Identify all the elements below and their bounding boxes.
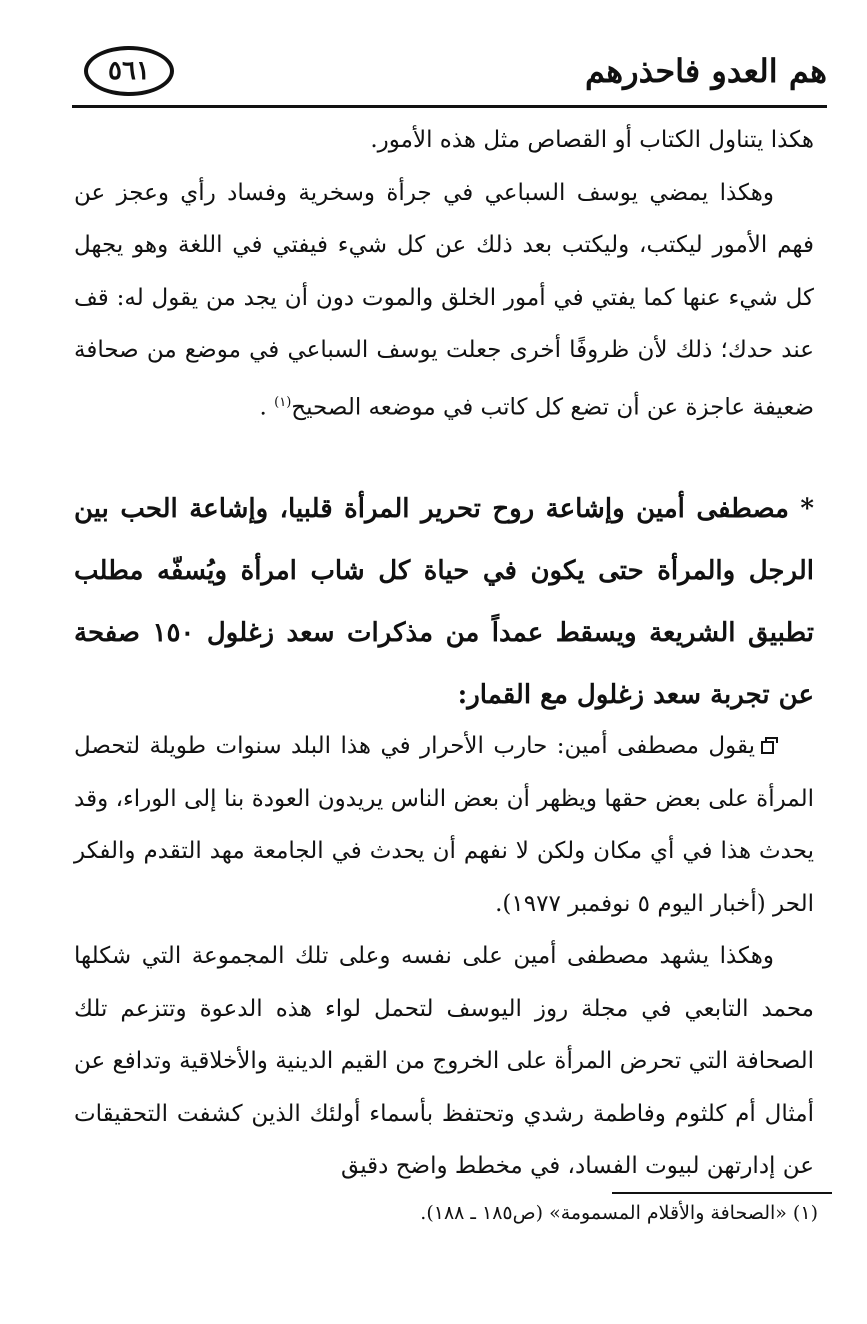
- page-number-oval: [84, 46, 174, 96]
- page-number: ٥٦١: [108, 56, 150, 86]
- paragraph-2-text: وهكذا يمضي يوسف السباعي في جرأة وسخرية وفساد رأي وعجز عن فهم الأمور ليكتب، وليكتب بعد ذلك عن كل شيء فيفتي في اللغة وهو يجهل كل شيء عنها كما يفتي في أمور الخلق والموت دون أن يجد من يقول له: قف عند حدك؛ ذلك لأن ظروفًا أخرى جعلت يوسف السباعي في موضع من صحافة ضعيفة عاجزة عن أن تضع كل كاتب في موضعه الصحيح: [74, 179, 814, 421]
- footnote-reference: (١): [274, 394, 292, 410]
- paragraph-1: هكذا يتناول الكتاب أو القصاص مثل هذه الأمور.: [370, 127, 814, 153]
- paragraph-5: وهكذا يشهد مصطفى أمين على نفسه وعلى تلك المجموعة التي شكلها محمد التابعي في مجلة روز اليوسف لتحمل لواء هذه الدعوة وتتزعم تلك الصحافة التي تحرض المرأة على الخروج من القيم الدينية والأخلاقية وتدافع عن أمثال أم كلثوم وفاطمة رشدي وتحتفظ بأسماء أولئك الذين كشفت التحقيقات عن إدارتهن لبيوت الفساد، في مخطط واضح دقيق: [74, 943, 814, 1179]
- page-header: [72, 42, 827, 108]
- main-text-top: [74, 114, 814, 434]
- footnote: (١) «الصحافة والأقلام المسمومة» (ص١٨٥ ـ ١٨٨).: [420, 1202, 818, 1224]
- running-title: هم العدو فاحذرهم: [584, 52, 827, 90]
- header-rule: [72, 105, 827, 108]
- quote-paragraph: [74, 720, 814, 930]
- quote-marker-icon: [761, 741, 774, 754]
- section-heading-block: [74, 478, 814, 726]
- quote-paragraph-text: يقول مصطفى أمين: حارب الأحرار في هذا البلد سنوات طويلة لتحصل المرأة على بعض حقها ويظهر أن بعض الناس يريدون العودة بنا إلى الوراء، وقد يحدث هذا في أي مكان ولكن لا نفهم أن يحدث في الجامعة مهد التقدم والفكر الحر (أخبار اليوم ٥ نوفمبر ١٩٧٧).: [74, 733, 814, 917]
- section-heading: * مصطفى أمين وإشاعة روح تحرير المرأة قلبيا، وإشاعة الحب بين الرجل والمرأة حتى يكون في حياة كل شاب امرأة ويُسفّه مطلب تطبيق الشريعة ويسقط عمداً من مذكرات سعد زغلول ١٥٠ صفحة عن تجربة سعد زغلول مع القمار:: [74, 494, 814, 710]
- paragraph-2: [74, 167, 814, 434]
- main-text-bottom: [74, 720, 814, 1193]
- paragraph-2-tail: .: [259, 394, 275, 421]
- footnote-divider: [612, 1192, 832, 1194]
